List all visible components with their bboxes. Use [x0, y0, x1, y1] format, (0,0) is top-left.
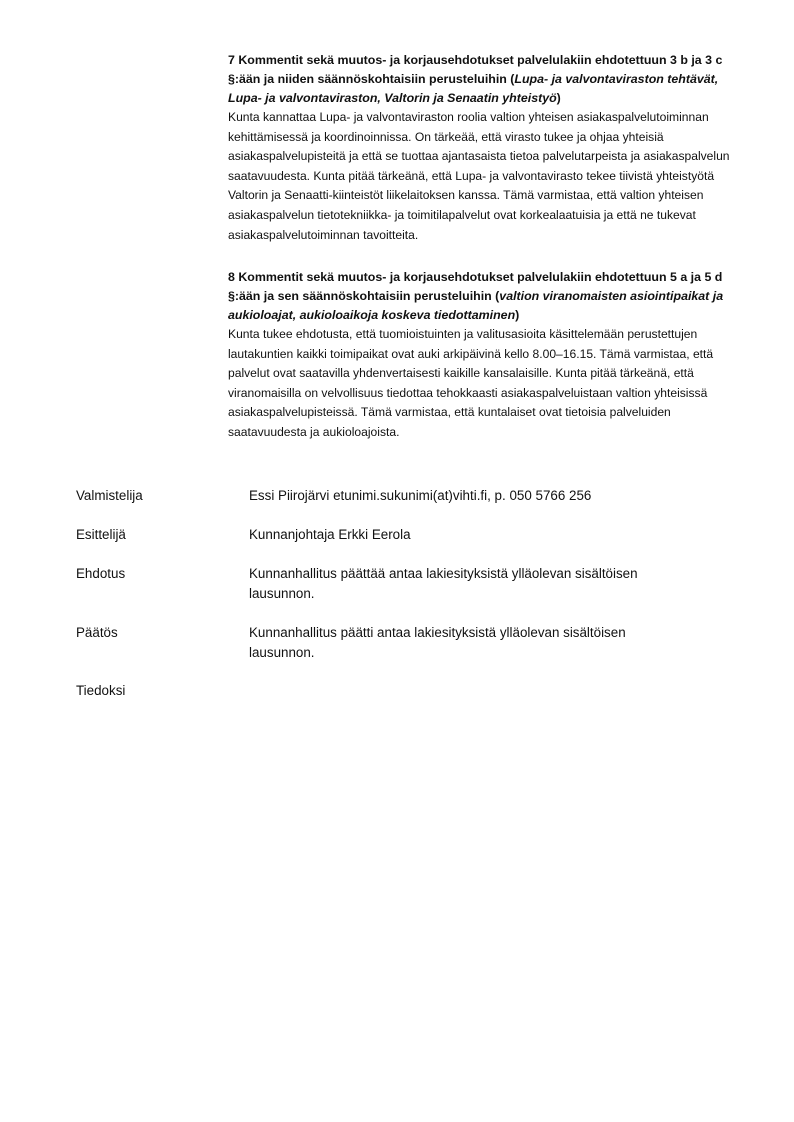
section-8-heading-topic: valtion viranomaisten asiointipaikat ja aukioloajat, aukioloaikoja koskeva tiedottaminen	[228, 289, 724, 322]
section-7-heading-text: 7 Kommentit sekä muutos- ja korjausehdotukset palvelulakiin ehdotettuun 3 b ja 3 c §:ään ja niiden säännöskohtaisiin perusteluihin (	[228, 53, 723, 86]
section-7-heading	[228, 51, 744, 108]
field-value-ehdotus: Kunnanhallitus päättää antaa lakiesityksistä ylläolevan sisältöisen lausunnon.	[249, 566, 638, 601]
section-8-heading	[228, 268, 744, 325]
field-label-tiedoksi: Tiedoksi	[76, 683, 126, 698]
section-8-heading-text: 8 Kommentit sekä muutos- ja korjausehdotukset palvelulakiin ehdotettuun 5 a ja 5 d §:ään ja sen säännöskohtaisiin perusteluihin (	[228, 270, 723, 303]
field-label-esittelija: Esittelijä	[76, 527, 126, 542]
section-7-body: Kunta kannattaa Lupa- ja valvontaviraston roolia valtion yhteisen asiakaspalvelutoiminnan kehittämisessä ja koordinoinnissa. On tärkeää, että virasto tukee ja ohjaa yhteisiä asiakaspalvelupisteitä ja että se tuottaa ajantasaista tietoa palvelutarpeista ja asiakaspalvelun saatavuudesta. Kunta pitää tärkeänä, että Lupa- ja valvontavirasto tekee tiivistä yhteistyötä Valtorin ja Senaatti-kiinteistöt liikelaitoksen kanssa. Tämä varmistaa, että valtion yhteisen asiakaspalvelun tietotekniikka- ja toimitilapalvelut ovat korkealaatuisia ja että ne tukevat asiakaspalvelutoiminnan tavoitteita.	[228, 110, 730, 242]
section-8-heading-close: )	[515, 308, 520, 322]
section-7-heading-topic: Lupa- ja valvontaviraston tehtävät, Lupa- ja valvontaviraston, Valtorin ja Senaatin yhteistyö	[228, 72, 719, 105]
section-7	[228, 51, 744, 245]
field-value-esittelija: Kunnanjohtaja Erkki Eerola	[249, 527, 411, 542]
field-label-paatos: Päätös	[76, 625, 118, 640]
section-8	[228, 268, 744, 443]
field-value-paatos: Kunnanhallitus päätti antaa lakiesityksistä ylläolevan sisältöisen lausunnon.	[249, 625, 626, 660]
section-7-heading-close: )	[556, 91, 561, 105]
field-value-valmistelija: Essi Piirojärvi etunimi.sukunimi(at)vihti.fi, p. 050 5766 256	[249, 488, 592, 503]
section-8-body: Kunta tukee ehdotusta, että tuomioistuinten ja valitusasioita käsittelemään perustettujen lautakuntien kaikki toimipaikat ovat auki arkipäivinä kello 8.00–16.15. Tämä varmistaa, että palvelut ovat saatavilla yhdenvertaisesti kaikille kansalaisille. Kunta pitää tärkeänä, että viranomaisilla on velvollisuus tiedottaa tehokkaasti asiakaspalveluistaan valtion yhteisissä asiakaspalvelupisteissä. Tämä varmistaa, että kuntalaiset ovat tietoisia palveluiden saatavuudesta ja aukioloajoista.	[228, 327, 714, 439]
field-label-ehdotus: Ehdotus	[76, 566, 126, 581]
field-label-valmistelija: Valmistelija	[76, 488, 143, 503]
